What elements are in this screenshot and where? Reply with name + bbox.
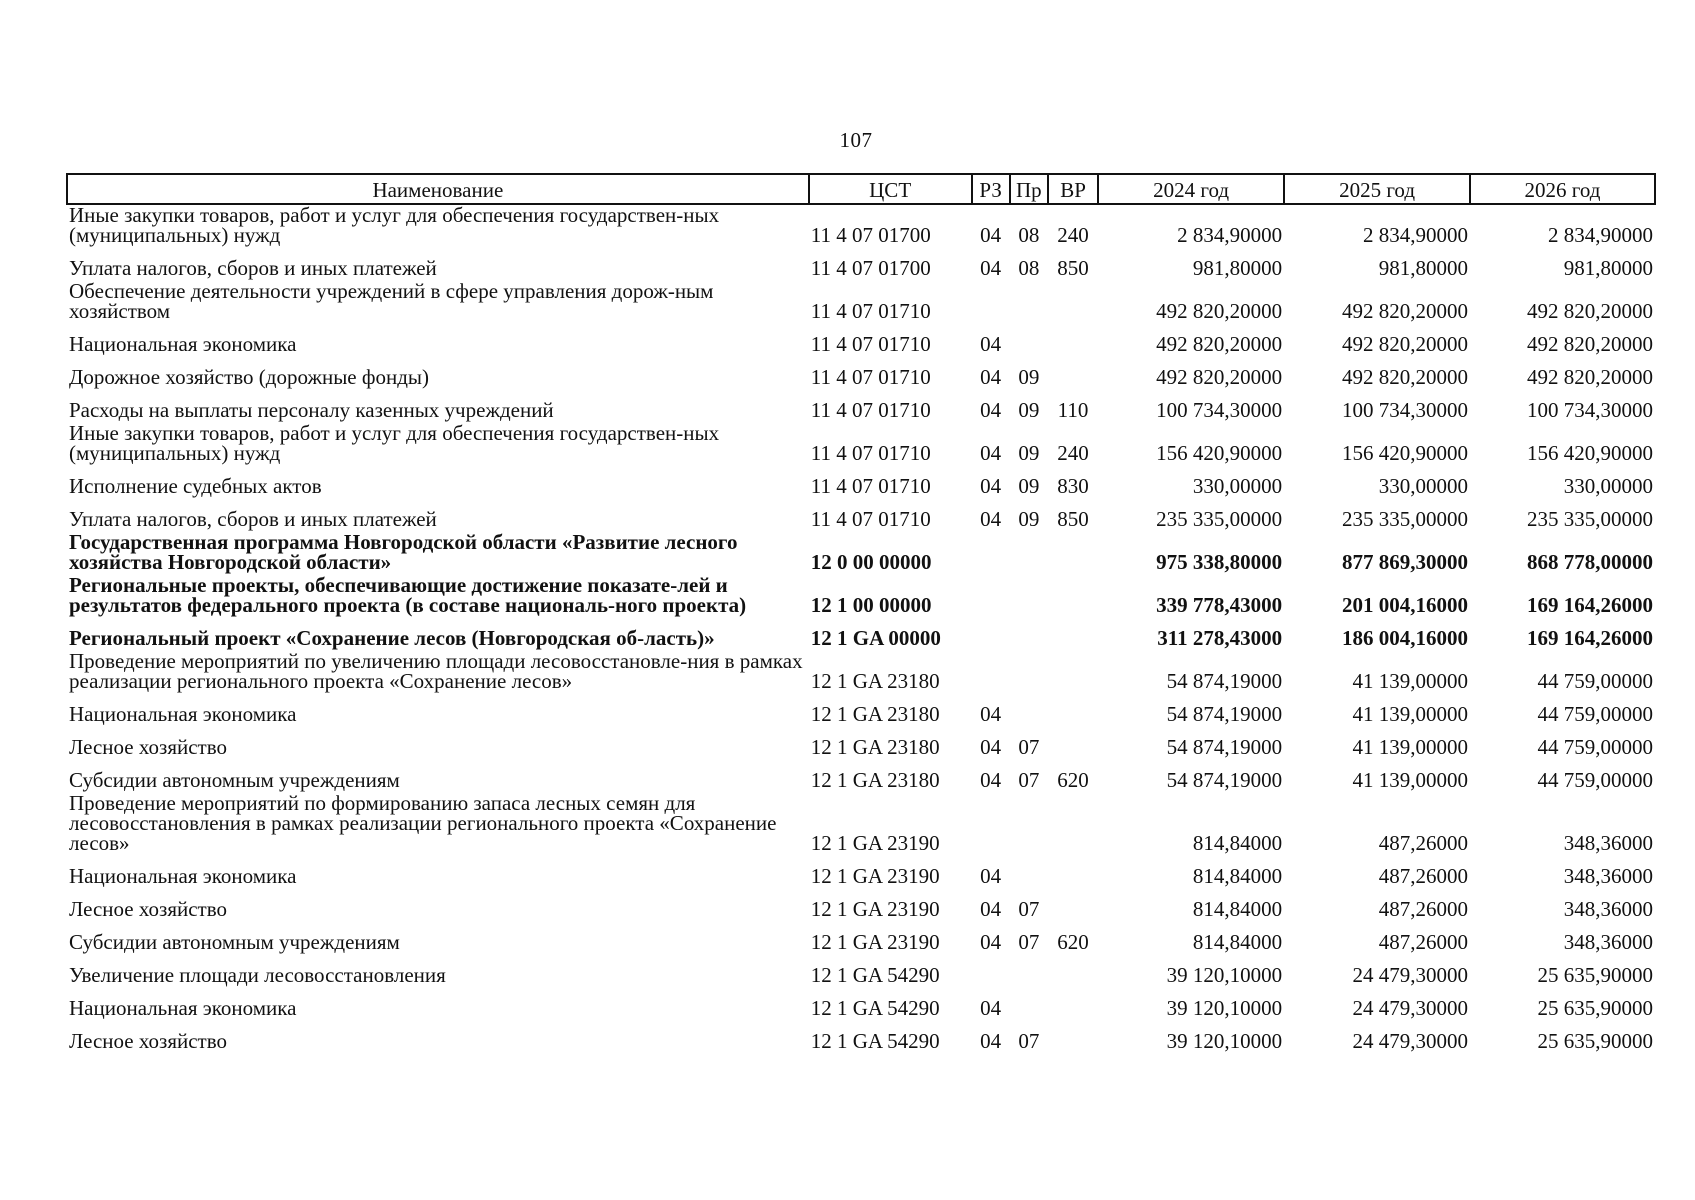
cell-pr <box>1010 618 1048 651</box>
cell-2025: 100 734,30000 <box>1342 398 1469 422</box>
table-row <box>67 248 1655 281</box>
table-row <box>67 793 1655 856</box>
cell-pr: 09 <box>1018 365 1040 389</box>
cell-name: Исполнение судебных актов <box>69 474 322 498</box>
cell-rz: 04 <box>980 223 1002 247</box>
cell-rz: 04 <box>980 768 1002 792</box>
cell-vr <box>1048 1021 1098 1054</box>
cell-cst: 11 4 07 01710 <box>810 365 931 389</box>
cell-cst: 12 1 GA 23190 <box>810 897 940 921</box>
cell-rz <box>972 281 1010 324</box>
cell-vr <box>1048 955 1098 988</box>
cell-name: Национальная экономика <box>69 332 297 356</box>
cell-2026: 25 635,90000 <box>1537 996 1653 1020</box>
cell-name: Государственная программа Новгородской области «Развитие лесного хозяйства Новгородской области» <box>69 530 738 574</box>
cell-pr: 08 <box>1018 223 1040 247</box>
cell-2026: 981,80000 <box>1563 256 1653 280</box>
cell-2024: 2 834,90000 <box>1177 223 1283 247</box>
header-2026: 2026 год <box>1470 174 1655 204</box>
cell-rz: 04 <box>980 507 1002 531</box>
cell-pr: 08 <box>1018 256 1040 280</box>
table-row <box>67 532 1655 575</box>
cell-2024: 54 874,19000 <box>1166 669 1283 693</box>
cell-2026: 492 820,20000 <box>1527 332 1653 356</box>
cell-pr <box>1010 575 1048 618</box>
cell-2026: 44 759,00000 <box>1537 702 1653 726</box>
cell-2026: 348,36000 <box>1563 831 1653 855</box>
cell-2025: 981,80000 <box>1378 256 1469 280</box>
header-2024: 2024 год <box>1098 174 1284 204</box>
table-row <box>67 324 1655 357</box>
cell-2024: 311 278,43000 <box>1157 626 1283 650</box>
cell-pr <box>1010 955 1048 988</box>
cell-2024: 975 338,80000 <box>1156 550 1283 574</box>
cell-2024: 39 120,10000 <box>1166 963 1283 987</box>
cell-cst: 11 4 07 01710 <box>810 332 931 356</box>
cell-vr: 110 <box>1057 398 1089 422</box>
cell-rz <box>972 651 1010 694</box>
cell-pr <box>1010 281 1048 324</box>
cell-2024: 492 820,20000 <box>1156 299 1283 323</box>
cell-name: Увеличение площади лесовосстановления <box>69 963 446 987</box>
cell-2025: 492 820,20000 <box>1342 365 1469 389</box>
cell-name: Субсидии автономным учреждениям <box>69 768 400 792</box>
cell-rz <box>972 575 1010 618</box>
cell-2024: 235 335,00000 <box>1156 507 1283 531</box>
header-vr: ВР <box>1048 174 1098 204</box>
table-row <box>67 390 1655 423</box>
cell-vr <box>1048 988 1098 1021</box>
cell-2024: 39 120,10000 <box>1166 1029 1283 1053</box>
cell-2024: 100 734,30000 <box>1156 398 1283 422</box>
cell-vr <box>1048 324 1098 357</box>
table-row <box>67 281 1655 324</box>
cell-name: Уплата налогов, сборов и иных платежей <box>69 256 437 280</box>
cell-cst: 12 1 00 00000 <box>810 593 932 617</box>
cell-vr <box>1048 856 1098 889</box>
cell-2025: 492 820,20000 <box>1342 299 1469 323</box>
cell-2026: 25 635,90000 <box>1537 1029 1653 1053</box>
cell-pr <box>1010 793 1048 856</box>
cell-name: Обеспечение деятельности учреждений в сфере управления дорож-ным хозяйством <box>69 279 714 323</box>
cell-name: Лесное хозяйство <box>69 1029 227 1053</box>
cell-2026: 2 834,90000 <box>1548 223 1653 247</box>
cell-rz: 04 <box>980 365 1002 389</box>
cell-2024: 330,00000 <box>1192 474 1283 498</box>
cell-2025: 235 335,00000 <box>1342 507 1469 531</box>
cell-name: Субсидии автономным учреждениям <box>69 930 400 954</box>
cell-name: Иные закупки товаров, работ и услуг для обеспечения государствен-ных (муниципальных) нужд <box>69 203 720 247</box>
cell-2024: 981,80000 <box>1192 256 1283 280</box>
cell-2025: 2 834,90000 <box>1363 223 1469 247</box>
cell-cst: 12 1 GA 00000 <box>810 626 941 650</box>
cell-2025: 24 479,30000 <box>1352 996 1469 1020</box>
cell-2025: 24 479,30000 <box>1352 963 1469 987</box>
cell-2025: 156 420,90000 <box>1342 441 1469 465</box>
cell-2025: 41 139,00000 <box>1352 702 1469 726</box>
cell-2025: 877 869,30000 <box>1342 550 1469 574</box>
cell-cst: 11 4 07 01710 <box>810 299 931 323</box>
cell-2025: 492 820,20000 <box>1342 332 1469 356</box>
cell-2026: 156 420,90000 <box>1527 441 1653 465</box>
cell-2025: 24 479,30000 <box>1352 1029 1469 1053</box>
cell-pr <box>1010 651 1048 694</box>
cell-vr: 850 <box>1057 507 1089 531</box>
cell-cst: 12 1 GA 54290 <box>810 963 940 987</box>
cell-vr <box>1048 357 1098 390</box>
cell-pr: 07 <box>1018 735 1040 759</box>
cell-2024: 492 820,20000 <box>1156 365 1283 389</box>
cell-cst: 12 1 GA 23190 <box>810 930 940 954</box>
cell-cst: 12 1 GA 54290 <box>810 1029 940 1053</box>
cell-name: Региональные проекты, обеспечивающие достижение показате-лей и результатов федерального проекта (в составе националь-ного проекта) <box>69 573 747 617</box>
cell-2026: 348,36000 <box>1563 864 1653 888</box>
cell-2024: 814,84000 <box>1192 930 1283 954</box>
cell-rz: 04 <box>980 474 1002 498</box>
cell-rz: 04 <box>980 1029 1002 1053</box>
cell-2026: 44 759,00000 <box>1537 669 1653 693</box>
cell-2025: 330,00000 <box>1378 474 1469 498</box>
cell-vr <box>1048 532 1098 575</box>
cell-2026: 348,36000 <box>1563 897 1653 921</box>
table-row <box>67 760 1655 793</box>
table-row <box>67 694 1655 727</box>
cell-cst: 11 4 07 01700 <box>810 223 931 247</box>
cell-2026: 169 164,26000 <box>1527 593 1653 617</box>
cell-2024: 54 874,19000 <box>1166 735 1283 759</box>
cell-2025: 186 004,16000 <box>1342 626 1469 650</box>
cell-pr <box>1010 988 1048 1021</box>
cell-vr <box>1048 793 1098 856</box>
cell-vr <box>1048 727 1098 760</box>
cell-2026: 25 635,90000 <box>1537 963 1653 987</box>
cell-pr: 09 <box>1018 507 1040 531</box>
table-body <box>67 204 1655 1054</box>
cell-name: Национальная экономика <box>69 996 297 1020</box>
cell-cst: 12 0 00 00000 <box>810 550 932 574</box>
cell-2024: 339 778,43000 <box>1156 593 1283 617</box>
cell-vr: 850 <box>1057 256 1089 280</box>
cell-cst: 12 1 GA 23180 <box>810 735 940 759</box>
cell-2026: 44 759,00000 <box>1537 768 1653 792</box>
table-row <box>67 988 1655 1021</box>
table-header <box>67 174 1655 204</box>
cell-2026: 492 820,20000 <box>1527 365 1653 389</box>
table-row <box>67 922 1655 955</box>
cell-vr: 620 <box>1057 930 1089 954</box>
cell-rz: 04 <box>980 996 1002 1020</box>
cell-pr: 07 <box>1018 1029 1040 1053</box>
cell-2026: 492 820,20000 <box>1527 299 1653 323</box>
cell-2025: 487,26000 <box>1378 864 1469 888</box>
cell-rz: 04 <box>980 702 1002 726</box>
cell-cst: 11 4 07 01710 <box>810 398 931 422</box>
header-pr: Пр <box>1010 174 1048 204</box>
cell-rz: 04 <box>980 398 1002 422</box>
cell-cst: 12 1 GA 23190 <box>810 831 940 855</box>
cell-name: Региональный проект «Сохранение лесов (Новгородская об-ласть)» <box>69 626 715 650</box>
cell-2026: 44 759,00000 <box>1537 735 1653 759</box>
cell-vr <box>1048 694 1098 727</box>
cell-2025: 487,26000 <box>1378 831 1469 855</box>
cell-pr: 07 <box>1018 897 1040 921</box>
cell-2024: 492 820,20000 <box>1156 332 1283 356</box>
cell-pr: 09 <box>1018 398 1040 422</box>
cell-2024: 814,84000 <box>1192 864 1283 888</box>
cell-vr: 240 <box>1057 223 1089 247</box>
cell-pr: 07 <box>1018 930 1040 954</box>
cell-2024: 54 874,19000 <box>1166 768 1283 792</box>
cell-vr <box>1048 281 1098 324</box>
table-row <box>67 423 1655 466</box>
cell-name: Проведение мероприятий по увеличению площади лесовосстановле-ния в рамках реализации регионального проекта «Сохранение лесов» <box>69 649 803 693</box>
cell-name: Лесное хозяйство <box>69 735 227 759</box>
cell-name: Иные закупки товаров, работ и услуг для обеспечения государствен-ных (муниципальных) нужд <box>69 421 720 465</box>
cell-2025: 41 139,00000 <box>1352 735 1469 759</box>
header-rz: РЗ <box>972 174 1010 204</box>
cell-pr: 09 <box>1018 474 1040 498</box>
cell-2026: 235 335,00000 <box>1527 507 1653 531</box>
table-row <box>67 466 1655 499</box>
cell-2025: 41 139,00000 <box>1352 768 1469 792</box>
cell-cst: 12 1 GA 23180 <box>810 669 940 693</box>
cell-vr: 620 <box>1057 768 1089 792</box>
page-number: 107 <box>839 128 873 152</box>
cell-rz: 04 <box>980 441 1002 465</box>
cell-rz: 04 <box>980 332 1002 356</box>
cell-rz: 04 <box>980 930 1002 954</box>
cell-cst: 12 1 GA 23190 <box>810 864 940 888</box>
header-2025: 2025 год <box>1284 174 1470 204</box>
table-row <box>67 204 1655 248</box>
table-row <box>67 727 1655 760</box>
cell-cst: 11 4 07 01710 <box>810 474 931 498</box>
cell-pr: 09 <box>1018 441 1040 465</box>
cell-name: Национальная экономика <box>69 864 297 888</box>
cell-2025: 487,26000 <box>1378 897 1469 921</box>
cell-2025: 41 139,00000 <box>1352 669 1469 693</box>
cell-pr <box>1010 532 1048 575</box>
cell-name: Расходы на выплаты персоналу казенных учреждений <box>69 398 554 422</box>
cell-vr <box>1048 575 1098 618</box>
cell-rz <box>972 793 1010 856</box>
cell-2024: 54 874,19000 <box>1166 702 1283 726</box>
cell-vr <box>1048 651 1098 694</box>
header-cst: ЦСТ <box>809 174 972 204</box>
cell-2025: 201 004,16000 <box>1342 593 1469 617</box>
cell-vr: 830 <box>1057 474 1089 498</box>
cell-rz: 04 <box>980 735 1002 759</box>
table-row <box>67 955 1655 988</box>
cell-2026: 348,36000 <box>1563 930 1653 954</box>
cell-cst: 11 4 07 01700 <box>810 256 931 280</box>
table-row <box>67 889 1655 922</box>
cell-pr <box>1010 324 1048 357</box>
table-row <box>67 1021 1655 1054</box>
cell-name: Национальная экономика <box>69 702 297 726</box>
cell-name: Лесное хозяйство <box>69 897 227 921</box>
cell-rz: 04 <box>980 256 1002 280</box>
cell-2026: 330,00000 <box>1563 474 1653 498</box>
cell-2026: 169 164,26000 <box>1527 626 1653 650</box>
cell-pr: 07 <box>1018 768 1040 792</box>
cell-rz <box>972 955 1010 988</box>
cell-2026: 100 734,30000 <box>1527 398 1653 422</box>
cell-2024: 156 420,90000 <box>1156 441 1283 465</box>
cell-cst: 12 1 GA 54290 <box>810 996 940 1020</box>
cell-vr <box>1048 618 1098 651</box>
cell-2026: 868 778,00000 <box>1527 550 1653 574</box>
cell-cst: 11 4 07 01710 <box>810 507 931 531</box>
cell-name: Уплата налогов, сборов и иных платежей <box>69 507 437 531</box>
cell-pr <box>1010 856 1048 889</box>
cell-2024: 814,84000 <box>1192 897 1283 921</box>
header-name: Наименование <box>67 174 809 204</box>
cell-rz <box>972 618 1010 651</box>
table-row <box>67 618 1655 651</box>
cell-pr <box>1010 694 1048 727</box>
cell-name: Проведение мероприятий по формированию запаса лесных семян для лесовосстановления в рамках реализации регионального проекта «Сохранение лесов» <box>69 791 777 855</box>
table-row <box>67 856 1655 889</box>
cell-2024: 39 120,10000 <box>1166 996 1283 1020</box>
cell-rz: 04 <box>980 864 1002 888</box>
budget-table <box>66 173 1656 1054</box>
cell-cst: 11 4 07 01710 <box>810 441 931 465</box>
table-row <box>67 357 1655 390</box>
cell-cst: 12 1 GA 23180 <box>810 702 940 726</box>
cell-vr: 240 <box>1057 441 1089 465</box>
table-row <box>67 651 1655 694</box>
cell-2024: 814,84000 <box>1192 831 1283 855</box>
table-row <box>67 499 1655 532</box>
cell-2025: 487,26000 <box>1378 930 1469 954</box>
cell-name: Дорожное хозяйство (дорожные фонды) <box>69 365 430 389</box>
cell-rz: 04 <box>980 897 1002 921</box>
cell-rz <box>972 532 1010 575</box>
cell-vr <box>1048 889 1098 922</box>
cell-cst: 12 1 GA 23180 <box>810 768 940 792</box>
table-row <box>67 575 1655 618</box>
